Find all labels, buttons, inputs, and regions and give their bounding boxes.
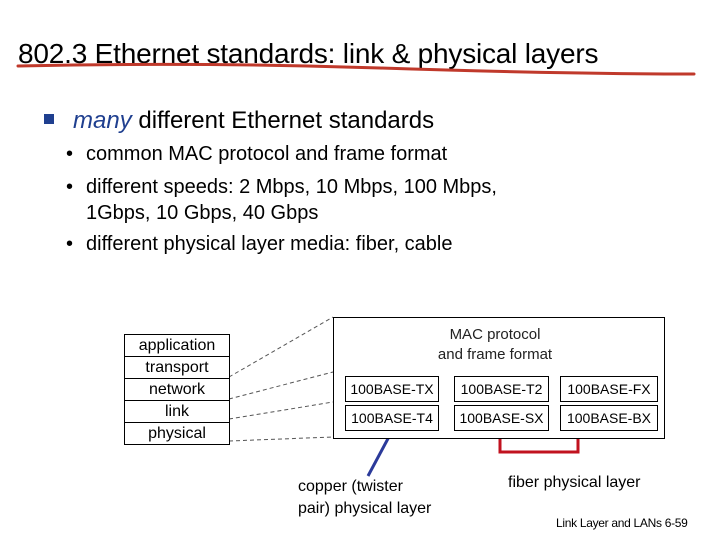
fiber-label: fiber physical layer: [508, 474, 641, 491]
mac-label-line: and frame format: [437, 346, 553, 363]
sub-bullet-text: different physical layer media: fiber, cable: [86, 233, 453, 255]
stack-layer-application: application: [125, 335, 229, 357]
bullet-dot-icon: •: [66, 233, 74, 255]
slide-footer: Link Layer and LANs 6-59: [556, 516, 688, 530]
standard-100base-tx: 100BASE-TX: [345, 376, 439, 402]
stack-layer-link: link: [125, 401, 229, 423]
copper-label-line: pair) physical layer: [298, 500, 432, 517]
copper-label-line: copper (twister: [298, 478, 403, 495]
bullet-dot-icon: •: [66, 176, 74, 198]
mac-label-line: MAC protocol: [449, 326, 541, 343]
main-bullet-emphasis: many: [73, 107, 132, 134]
stack-layer-transport: transport: [125, 357, 229, 379]
copper-pointer: [368, 433, 391, 476]
standard-100base-sx: 100BASE-SX: [454, 405, 549, 431]
standard-100base-t2: 100BASE-T2: [454, 376, 549, 402]
sub-bullet-text: different speeds: 2 Mbps, 10 Mbps, 100 Mbps,: [86, 176, 497, 198]
standard-100base-bx: 100BASE-BX: [560, 405, 658, 431]
standard-100base-t4: 100BASE-T4: [345, 405, 439, 431]
protocol-stack: [124, 334, 230, 445]
stack-layer-physical: physical: [148, 425, 206, 442]
copper-label: [298, 476, 431, 520]
slide-title: 802.3 Ethernet standards: link & physical layers: [18, 38, 599, 69]
sub-bullet-continuation: 1Gbps, 10 Gbps, 40 Gbps: [86, 202, 319, 224]
main-bullet-text: different Ethernet standards: [131, 107, 435, 134]
standard-100base-fx: 100BASE-FX: [560, 376, 658, 402]
mac-protocol-label: [420, 325, 570, 365]
sub-bullet-text: common MAC protocol and frame format: [86, 143, 448, 165]
stack-layer-network: network: [125, 379, 229, 401]
bullet-dot-icon: •: [66, 143, 74, 165]
